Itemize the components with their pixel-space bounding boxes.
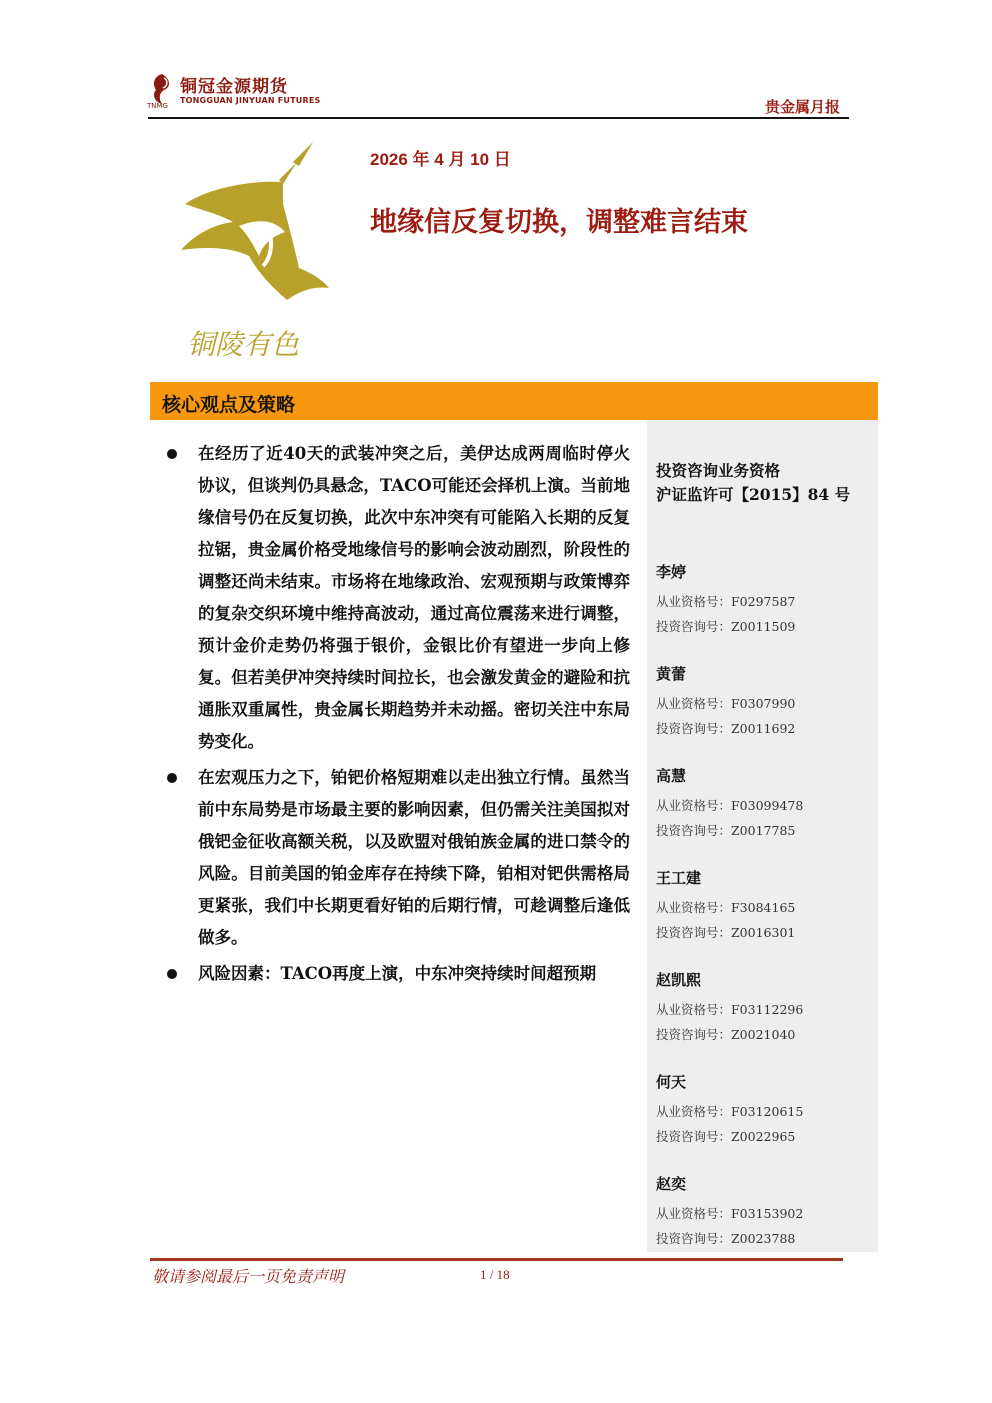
- brand-signature: 铜陵有色: [187, 328, 300, 361]
- analyst-consult-number: 投资咨询号：Z0022965: [656, 1129, 796, 1144]
- company-abbr: TNMG: [147, 102, 168, 110]
- analyst-name: 赵凯熙: [656, 971, 702, 989]
- analyst-card: [656, 969, 871, 1047]
- analyst-card: [656, 663, 871, 741]
- analyst-cert-number: 从业资格号：F3084165: [656, 900, 796, 915]
- footer-divider: [150, 1258, 843, 1261]
- qualification-license: 沪证监许可【2015】84 号: [656, 485, 851, 504]
- brand-emblem-icon: [175, 140, 335, 365]
- report-type: 贵金属月报: [764, 98, 840, 116]
- analyst-consult-number: 投资咨询号：Z0021040: [656, 1027, 796, 1042]
- key-point-item: [160, 762, 630, 954]
- analyst-card: [656, 561, 871, 639]
- analyst-name: 何天: [656, 1073, 687, 1091]
- key-point-text: 在宏观压力之下，铂钯价格短期难以走出独立行情。虽然当前中东局势是市场最主要的影响因素，但仍需关注美国拟对俄钯金征收高额关税，以及欧盟对俄铂族金属的进口禁令的风险。目前美国的铂金库存在持续下降，铂相对钯供需格局更紧张，我们中长期更看好铂的后期行情，可趁调整后逢低做多。: [198, 768, 630, 947]
- analyst-cert-number: 从业资格号：F03153902: [656, 1206, 804, 1221]
- analyst-cert-number: 从业资格号：F03112296: [656, 1002, 804, 1017]
- section-title: 核心观点及策略: [162, 394, 296, 416]
- report-title: 地缘信反复切换，调整难言结束: [370, 207, 748, 238]
- analyst-card: [656, 1071, 871, 1149]
- analyst-name: 李婷: [656, 563, 687, 581]
- analyst-name: 王工建: [656, 869, 702, 887]
- analyst-cert-number: 从业资格号：F03120615: [656, 1104, 804, 1119]
- analyst-card: [656, 867, 871, 945]
- bullet-dot-icon: [167, 449, 177, 459]
- bullet-dot-icon: [167, 773, 177, 783]
- company-name-en: TONGGUAN JINYUAN FUTURES: [180, 96, 321, 105]
- analyst-consult-number: 投资咨询号：Z0011692: [656, 721, 796, 736]
- analyst-cert-number: 从业资格号：F0307990: [656, 696, 796, 711]
- page-number: 1 / 18: [480, 1267, 510, 1282]
- analyst-name: 黄蕾: [656, 665, 687, 683]
- analyst-consult-number: 投资咨询号：Z0011509: [656, 619, 796, 634]
- company-name-cn: 铜冠金源期货: [180, 77, 288, 97]
- key-point-text: 风险因素：TACO再度上演，中东冲突持续时间超预期: [198, 964, 597, 983]
- bullet-dot-icon: [167, 969, 177, 979]
- qualification-title: 投资咨询业务资格: [656, 462, 781, 480]
- analyst-card: [656, 1173, 871, 1251]
- key-point-text: 在经历了近40天的武装冲突之后，美伊达成两周临时停火协议，但谈判仍具悬念，TACO可能还会择机上演。当前地缘信号仍在反复切换，此次中东冲突有可能陷入长期的反复拉锯，贵金属价格受地缘信号的影响会波动剧烈，阶段性的调整还尚未结束。市场将在地缘政治、宏观预期与政策博弈的复杂交织环境中维持高波动，通过高位震荡来进行调整，预计金价走势仍将强于银价，金银比价有望进一步向上修复。但若美伊冲突持续时间拉长，也会激发黄金的避险和抗通胀双重属性，贵金属长期趋势并未动摇。密切关注中东局势变化。: [198, 444, 630, 751]
- disclaimer-note: 敬请参阅最后一页免责声明: [152, 1267, 345, 1286]
- key-point-item: [160, 958, 630, 990]
- report-date: 2026 年 4 月 10 日: [370, 150, 511, 169]
- analyst-consult-number: 投资咨询号：Z0016301: [656, 925, 796, 940]
- analyst-card: [656, 765, 871, 843]
- header-divider: [148, 117, 849, 119]
- key-point-item: [160, 438, 630, 758]
- analyst-name: 赵奕: [656, 1175, 687, 1193]
- key-points-list: [160, 438, 630, 994]
- analyst-cert-number: 从业资格号：F03099478: [656, 798, 804, 813]
- analyst-consult-number: 投资咨询号：Z0023788: [656, 1231, 796, 1246]
- analyst-name: 高慧: [656, 767, 687, 785]
- analyst-cert-number: 从业资格号：F0297587: [656, 594, 796, 609]
- analyst-consult-number: 投资咨询号：Z0017785: [656, 823, 796, 838]
